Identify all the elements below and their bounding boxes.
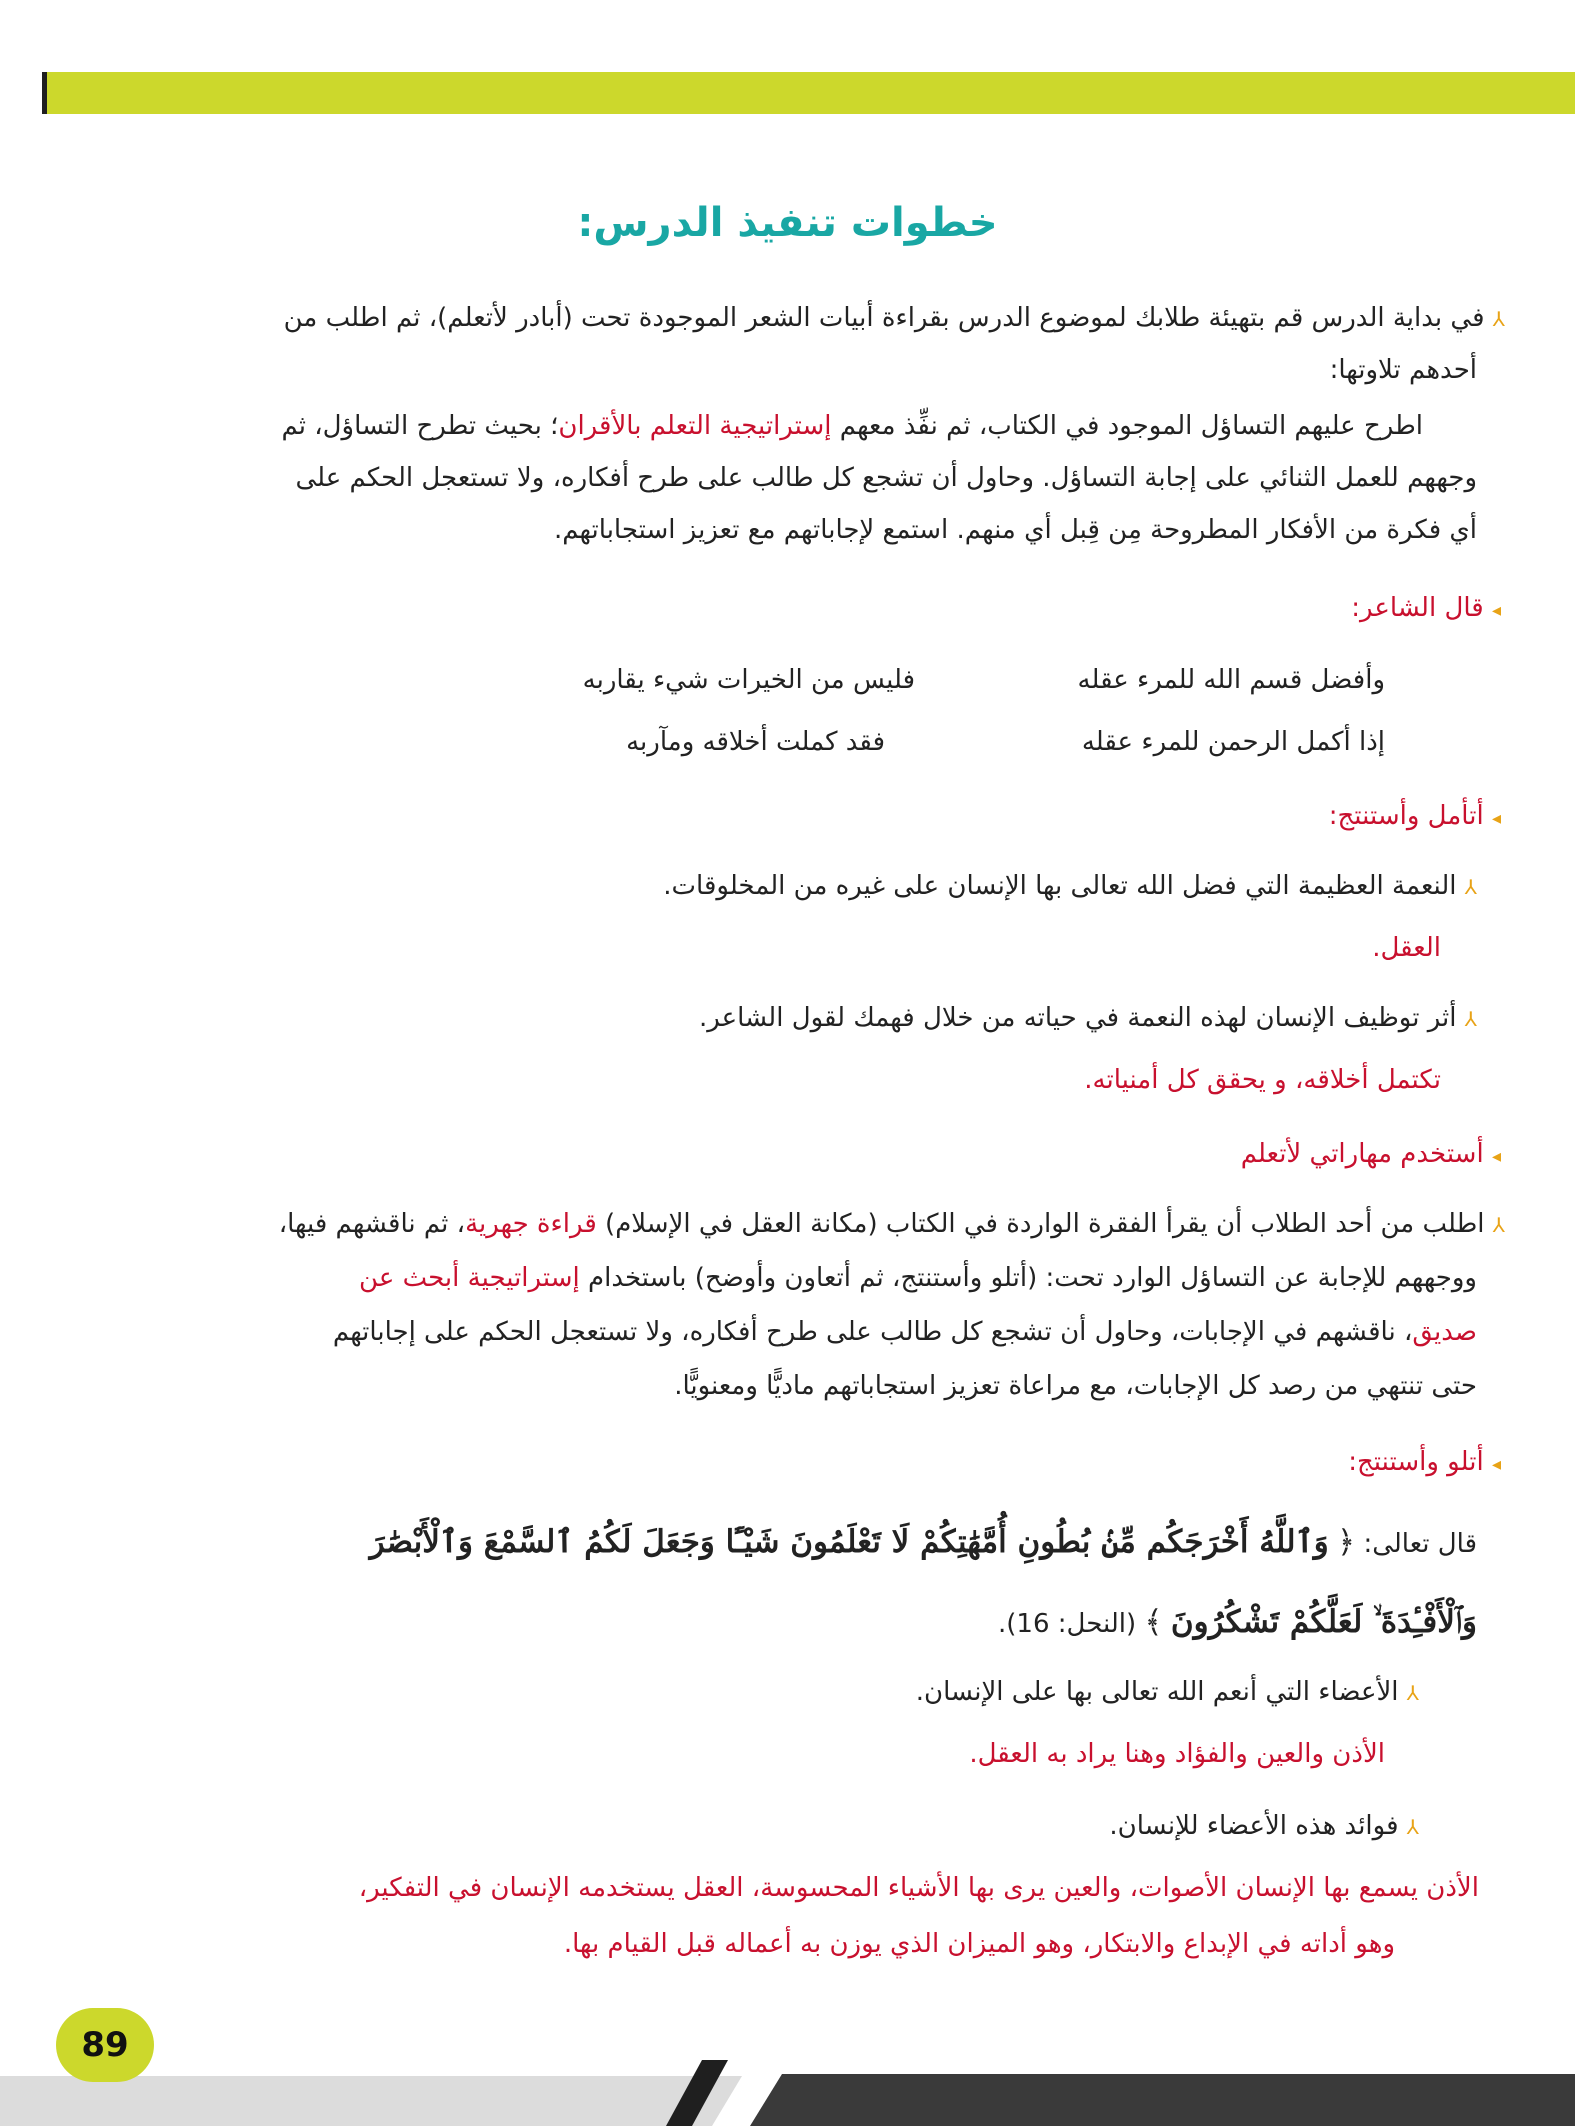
recite-question-1: ⅄ الأعضاء التي أنعم الله تعالى بها على الإنسان. xyxy=(915,1677,1419,1707)
skills-line-2: ووجههم للإجابة عن التساؤل الوارد تحت: (أتلو وأستنتج، ثم أتعاون وأوضح) باستخدام إستراتيجية أبحث عن xyxy=(359,1263,1477,1293)
verse-open-bracket: ﴿ xyxy=(1337,1524,1356,1560)
bullet-icon: ⅄ xyxy=(1406,1815,1419,1839)
reflect-heading: ◂ أتأمل وأستنتج: xyxy=(1328,801,1501,831)
reflect-question-2: ⅄ أثر توظيف الإنسان لهذه النعمة في حياته من خلال فهمك لقول الشاعر. xyxy=(699,1003,1477,1033)
recite-question-2: ⅄ فوائد هذه الأعضاء للإنسان. xyxy=(1109,1811,1419,1841)
poem-verse-2-left: فقد كملت أخلاقه ومآربه xyxy=(626,727,885,757)
verse-close-bracket: ﴾ xyxy=(1144,1604,1163,1640)
verse-reference: (النحل: 16). xyxy=(997,1609,1137,1639)
intro-p2-line-2: وجههم للعمل الثنائي على إجابة التساؤل. وحاول أن تشجع كل طالب على طرح أفكاره، ولا تستعجل الحكم على xyxy=(295,463,1477,493)
strategy-find-friend: إستراتيجية أبحث عن xyxy=(359,1263,580,1293)
recite-answer-2-line-1: الأذن يسمع بها الإنسان الأصوات، والعين يرى بها الأشياء المحسوسة، العقل يستخدمه الإنسان في التفكير، xyxy=(358,1873,1479,1903)
poem-verse-1-right: وأفضل قسم الله للمرء عقله xyxy=(1077,665,1385,695)
bullet-icon: ⅄ xyxy=(1492,307,1505,331)
quran-verse-line-1: قال تعالى: ﴿ وَٱللَّهُ أَخْرَجَكُم مِّنۢ بُطُونِ أُمَّهَٰتِكُمْ لَا تَعْلَمُونَ شَيْـًٔا وَجَعَلَ لَكُمُ ٱلسَّمْعَ وَٱلْأَبْصَٰرَ xyxy=(369,1524,1477,1560)
bullet-icon: ⅄ xyxy=(1492,1213,1505,1237)
page-number: 89 xyxy=(56,2008,154,2082)
top-color-band xyxy=(42,72,1575,114)
strategy-peer-learning: إستراتيجية التعلم بالأقران xyxy=(558,411,832,441)
skills-heading: ◂ أستخدم مهاراتي لأتعلم xyxy=(1240,1139,1501,1169)
reflect-answer-1: العقل. xyxy=(1372,933,1441,963)
bullet-icon: ⅄ xyxy=(1464,875,1477,899)
poem-verse-1-left: فليس من الخيرات شيء يقاربه xyxy=(582,665,915,695)
triangle-marker-icon: ◂ xyxy=(1491,1454,1501,1475)
poem-verse-2-right: إذا أكمل الرحمن للمرء عقله xyxy=(1081,727,1385,757)
strategy-read-aloud: قراءة جهرية xyxy=(465,1209,597,1239)
intro-line-1: ⅄ في بداية الدرس قم بتهيئة طلابك لموضوع الدرس بقراءة أبيات الشعر الموجودة تحت (أبادر لأتعلم)، ثم اطلب من xyxy=(283,303,1505,333)
triangle-marker-icon: ◂ xyxy=(1491,808,1501,829)
footer-light-stripe xyxy=(0,2076,742,2126)
triangle-marker-icon: ◂ xyxy=(1491,1146,1501,1167)
footer-stripes xyxy=(0,2060,1575,2126)
skills-line-1: ⅄ اطلب من أحد الطلاب أن يقرأ الفقرة الواردة في الكتاب (مكانة العقل في الإسلام) قراءة جهرية، ثم ناقشهم فيها، xyxy=(278,1209,1505,1239)
intro-p2-line-1: اطرح عليهم التساؤل الموجود في الكتاب، ثم نفِّذ معهم إستراتيجية التعلم بالأقران؛ بحيث تطرح التساؤل، ثم xyxy=(281,411,1423,441)
recite-heading: ◂ أتلو وأستنتج: xyxy=(1348,1447,1501,1477)
bullet-icon: ⅄ xyxy=(1406,1681,1419,1705)
triangle-marker-icon: ◂ xyxy=(1491,600,1501,621)
reflect-question-1: ⅄ النعمة العظيمة التي فضل الله تعالى بها الإنسان على غيره من المخلوقات. xyxy=(663,871,1477,901)
skills-line-4: حتى تنتهي من رصد كل الإجابات، مع مراعاة تعزيز استجاباتهم ماديًّا ومعنويًّا. xyxy=(674,1371,1477,1401)
skills-line-3: صديق، ناقشهم في الإجابات، وحاول أن تشجع كل طالب على طرح أفكاره، ولا تستعجل الحكم على إجاباتهم xyxy=(332,1317,1477,1347)
bullet-icon: ⅄ xyxy=(1464,1007,1477,1031)
footer-dark-stripe xyxy=(750,2074,1575,2126)
intro-line-2: أحدهم تلاوتها: xyxy=(1329,355,1477,385)
recite-answer-2-line-2: وهو أداته في الإبداع والابتكار، وهو الميزان الذي يوزن به أعماله قبل القيام بها. xyxy=(563,1929,1395,1959)
page-title: خطوات تنفيذ الدرس: xyxy=(577,200,998,246)
reflect-answer-2: تكتمل أخلاقه، و يحقق كل أمنياته. xyxy=(1084,1065,1441,1095)
recite-answer-1: الأذن والعين والفؤاد وهنا يراد به العقل. xyxy=(969,1739,1385,1769)
quran-verse-line-2: وَٱلْأَفْـِٔدَةَ ۙ لَعَلَّكُمْ تَشْكُرُونَ ﴾ (النحل: 16). xyxy=(997,1604,1477,1640)
intro-p2-line-3: أي فكرة من الأفكار المطروحة مِن قِبل أي منهم. استمع لإجاباتهم مع تعزيز استجاباتهم. xyxy=(553,515,1477,545)
poet-heading: ◂ قال الشاعر: xyxy=(1351,593,1501,623)
